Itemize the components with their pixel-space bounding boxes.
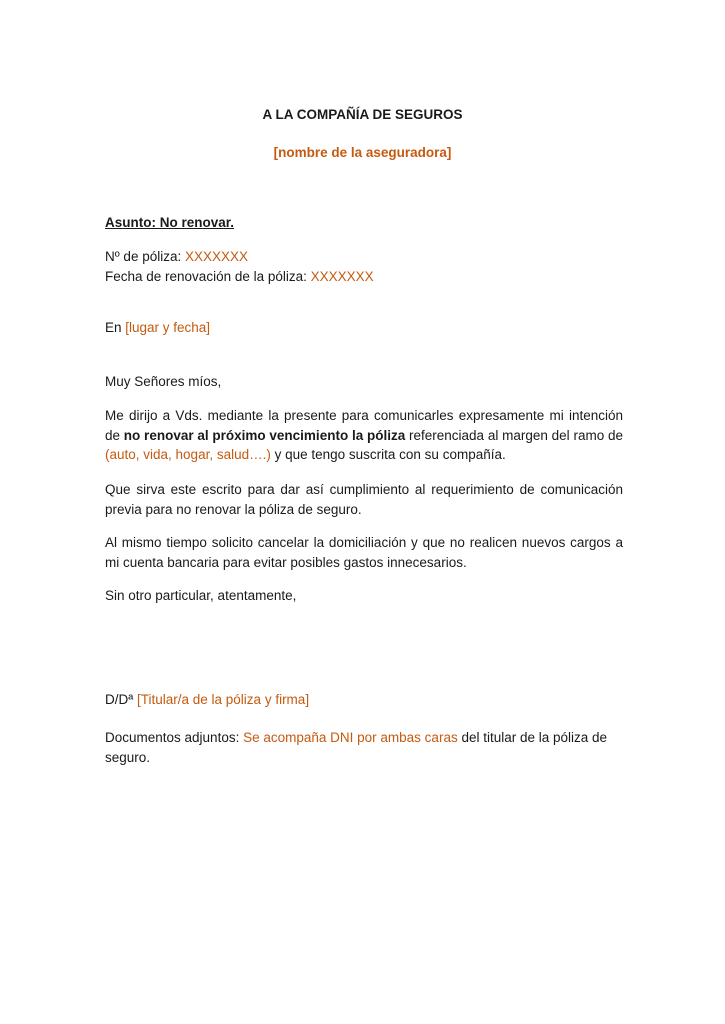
policy-number-label: Nº de póliza: (105, 249, 185, 264)
signature-placeholder: [Titular/a de la póliza y firma] (137, 692, 310, 707)
insurer-name-placeholder: [nombre de la aseguradora] (273, 145, 452, 160)
paragraph1-part3: y que tengo suscrita con su compañía. (270, 447, 506, 462)
attachments-line (105, 728, 623, 767)
renewal-date-line (105, 267, 623, 287)
page-title: A LA COMPAÑÍA DE SEGUROS (262, 107, 463, 122)
paragraph1-part2: referenciada al margen del ramo de (405, 427, 623, 443)
renewal-date-label: Fecha de renovación de la póliza: (105, 268, 311, 284)
signature-line (105, 690, 623, 710)
attachments-highlight: Se acompaña DNI por ambas caras (243, 730, 458, 745)
body-paragraph-2: Que sirva este escrito para dar así cumplimiento al requerimiento de comunicación previa para no renovar la póliza de seguro. (105, 482, 623, 517)
body-paragraph-3: Al mismo tiempo solicito cancelar la domiciliación y que no realicen nuevos cargos a mi cuenta bancaria para evitar posibles gastos innecesarios. (105, 535, 623, 570)
attachments-label: Documentos adjuntos: (105, 730, 244, 745)
place-date-placeholder: [lugar y fecha] (125, 320, 211, 335)
salutation: Muy Señores míos, (105, 374, 222, 389)
attachments-rest: del titular de la póliza de seguro. (105, 730, 608, 765)
policy-details (105, 247, 623, 286)
paragraph1-part1: Me dirijo a Vds. mediante la presente para comunicarles expresamente mi intención de (105, 408, 623, 443)
subject-line: Asunto: No renovar. (105, 215, 235, 230)
place-date-prefix: En (105, 320, 126, 335)
paragraph1-highlight: (auto, vida, hogar, salud….) (105, 447, 271, 462)
signature-prefix: D/Dª (105, 692, 137, 707)
renewal-date-value: XXXXXXX (310, 268, 374, 284)
policy-number-line (105, 247, 623, 267)
place-date-line (105, 318, 623, 338)
body-paragraph-1 (105, 406, 623, 465)
closing-line: Sin otro particular, atentamente, (105, 588, 297, 603)
policy-number-value: XXXXXXX (184, 249, 249, 264)
paragraph1-bold: no renovar al próximo vencimiento la póliza (123, 427, 406, 443)
